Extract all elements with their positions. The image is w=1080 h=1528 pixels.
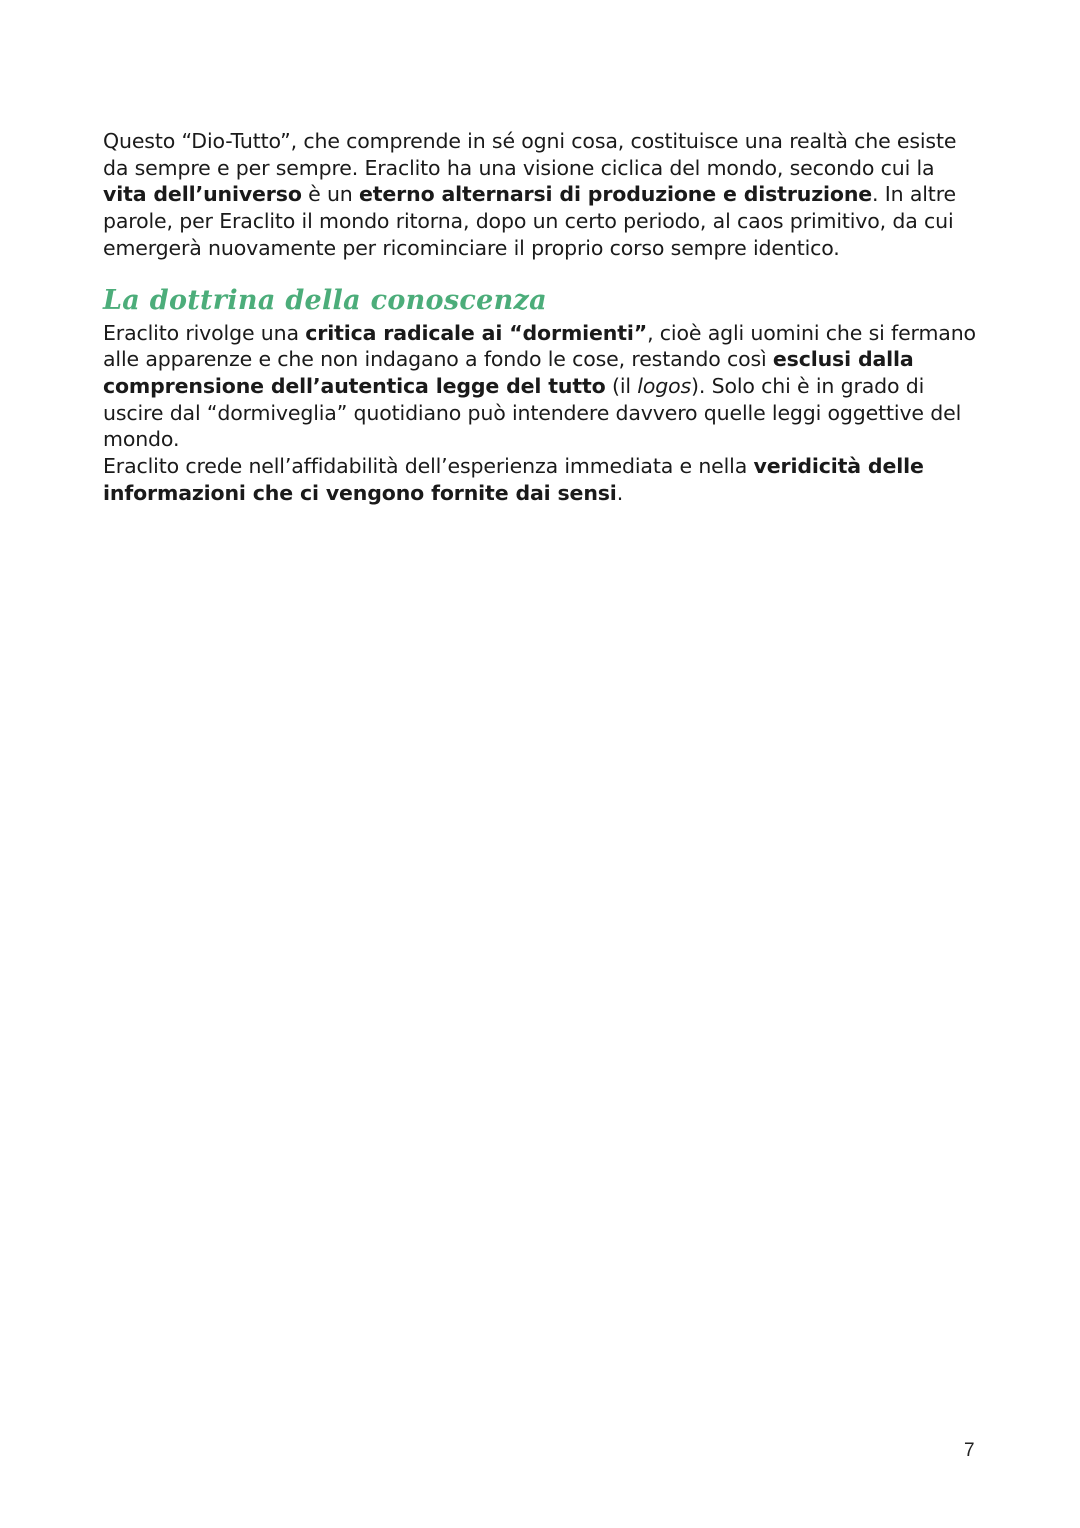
text-span: è un [301,182,360,207]
section-heading: La dottrina della conoscenza [103,284,547,316]
text-span: Questo “Dio-Tutto”, che comprende in sé ogni cosa, costituisce una realtà che esiste da sempre e per sempre. Eraclito ha una visione ciclica del mondo, secondo cui la [103,129,957,180]
text-span: . In altre parole, per Eraclito il mondo ritorna, dopo un certo periodo, al caos primitivo, da cui emergerà nuovamente per ricominciare il proprio corso sempre identico. [103,182,956,260]
bold-critica-radicale: critica radicale ai “dormienti” [305,320,648,345]
paragraph-dormienti [103,320,983,454]
text-span: ). Solo chi è in grado di uscire dal “dormiveglia” quotidiano può intendere davvero quelle leggi oggettive del mondo. [103,373,962,452]
italic-logos: logos [637,373,692,398]
page-number: 7 [964,1440,975,1461]
bold-vita-universo: vita dell’universo [103,182,302,207]
text-span: Eraclito rivolge una [103,320,306,345]
bold-veridicita-sensi: veridicità delle informazioni che ci vengono fornite dai sensi [103,454,924,505]
text-span: . [616,480,624,505]
text-span: Eraclito crede nell’affidabilità dell’esperienza immediata e nella [103,454,754,479]
text-span: , cioè agli uomini che si fermano alle apparenze e che non indagano a fondo le cose, restando così [103,320,976,372]
text-span: (il [605,373,638,398]
bold-eterno-alternarsi: eterno alternarsi di produzione e distruzione [359,182,873,207]
bold-esclusi-comprensione: esclusi dalla comprensione dell’autentica legge del tutto [103,347,914,398]
paragraph-dio-tutto [103,128,983,262]
page-content [103,128,983,506]
paragraph-esperienza [103,453,983,506]
